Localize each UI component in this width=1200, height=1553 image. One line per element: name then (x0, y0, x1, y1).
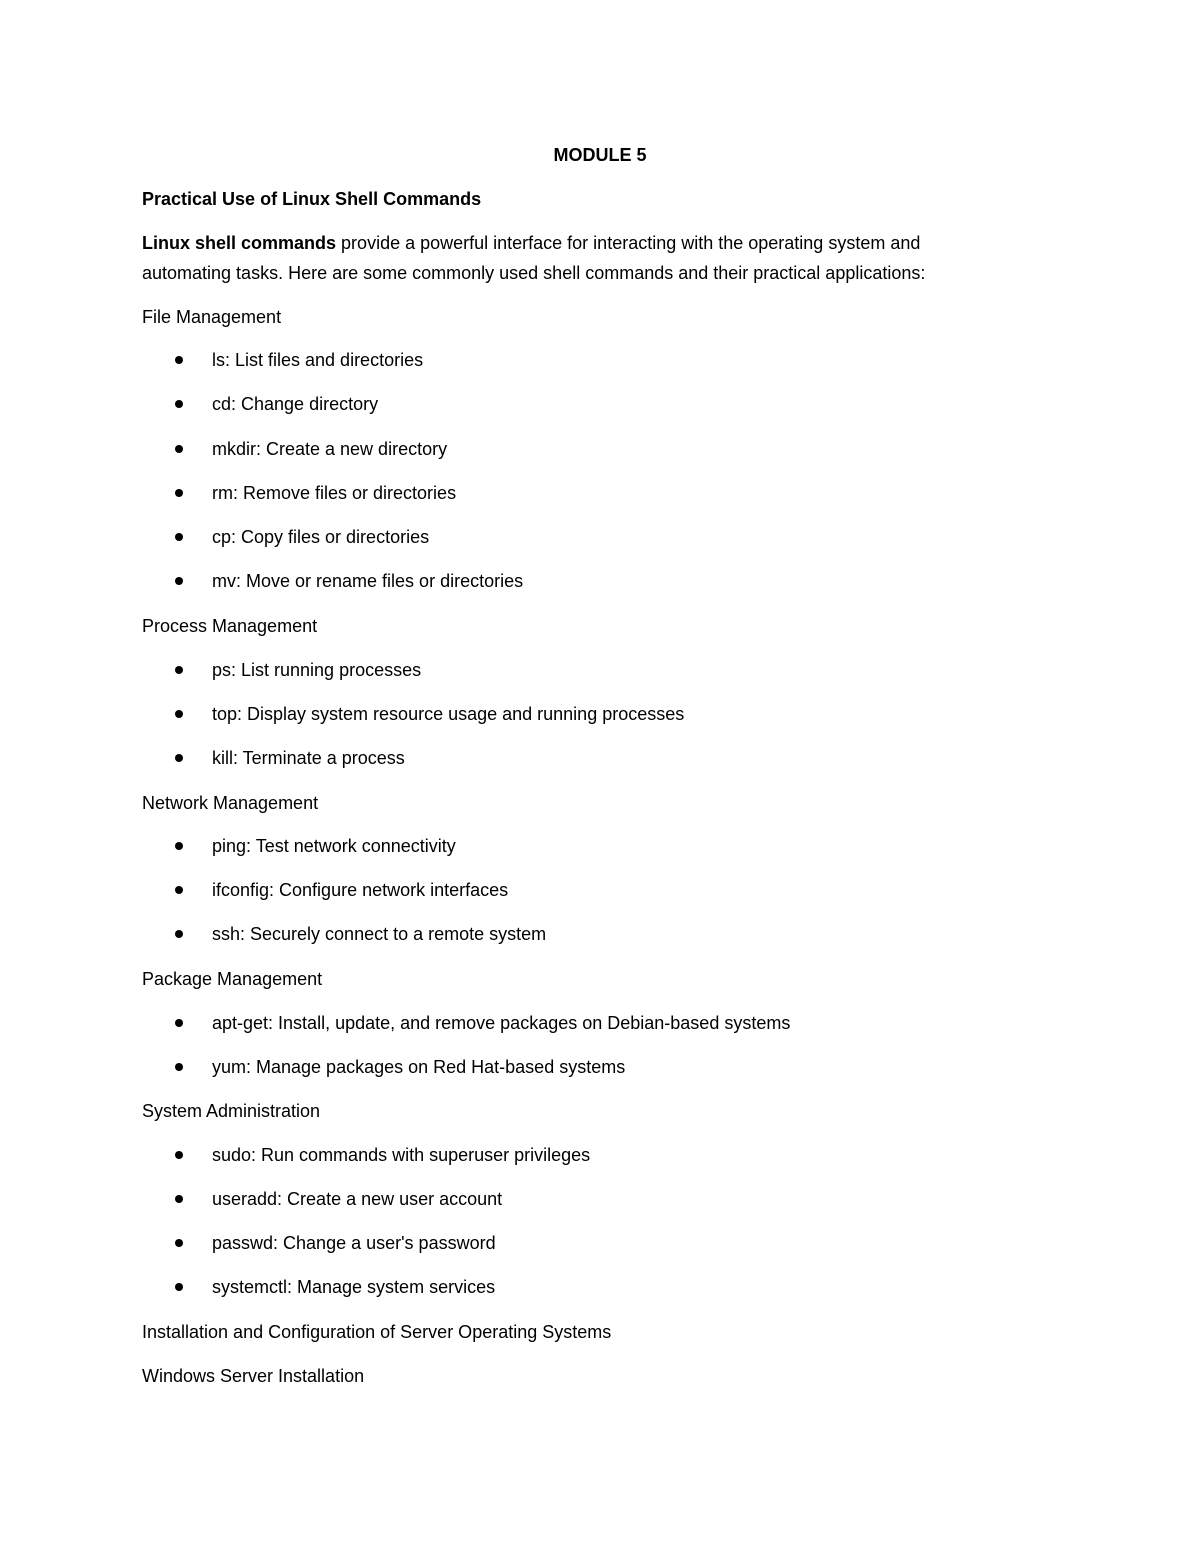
bullet-icon (175, 930, 183, 938)
heading-package-management: Package Management (142, 969, 323, 989)
bullet-icon (175, 1151, 183, 1159)
heading-windows-server-installation: Windows Server Installation (142, 1366, 365, 1386)
heading-network-management: Network Management (142, 793, 319, 813)
bullet-icon (175, 1195, 183, 1203)
section-title: Practical Use of Linux Shell Commands (142, 189, 482, 209)
bullet-icon (175, 577, 183, 585)
bullet-icon (175, 400, 183, 408)
heading-process-management: Process Management (142, 616, 318, 636)
bullet-icon (175, 1019, 183, 1027)
intro-line-2: automating tasks. Here are some commonly used shell commands and their practical applications: (142, 263, 926, 283)
bullet-icon (175, 533, 183, 541)
bullet-icon (175, 489, 183, 497)
bullet-icon (175, 710, 183, 718)
bullet-icon (175, 445, 183, 453)
page-title: MODULE 5 (553, 145, 647, 165)
document-page: MODULE 5 Practical Use of Linux Shell Commands Linux shell commands provide a powerful interface for interacting with the operating system and automating tasks. Here are some commonly used shell commands and their practical applications: File Management ls: List files and directories cd: Change directory mkdir: Create a new directory rm: Remove files or directories cp: Copy files or directories mv: Move or rename files or directories Process Management ps: List running processes top: Display system resource usage and running processes kill: Terminate a process Network Management ping: Test network connectivity ifconfig: Configure network interfaces ssh: Securely connect to a remote system Package Management apt-get: Install, update, and remove packages on Debian-based systems yum: Manage packages on Red Hat-based systems System Administration sudo: Run commands with superuser privileges useradd: Create a new user account passwd: Change a user's password systemctl: Manage system services Installation and Configuration of Server Operating Systems Windows Server Installation (0, 0, 1200, 1553)
heading-system-administration: System Administration (142, 1101, 321, 1121)
heading-file-management: File Management (142, 307, 282, 327)
bullet-icon (175, 1283, 183, 1291)
bullet-icon (175, 886, 183, 894)
bullet-icon (175, 666, 183, 674)
bullet-icon (175, 1063, 183, 1071)
bullet-icon (175, 754, 183, 762)
bullet-icon (175, 1239, 183, 1247)
intro-line-1-text: provide a powerful interface for interacting with the operating system and (336, 233, 921, 253)
intro-bold-term: Linux shell commands (142, 233, 337, 253)
intro-line-1 (142, 231, 920, 255)
bullet-icon (175, 356, 183, 364)
bullet-icon (175, 842, 183, 850)
heading-server-os-installation: Installation and Configuration of Server Operating Systems (142, 1322, 612, 1342)
